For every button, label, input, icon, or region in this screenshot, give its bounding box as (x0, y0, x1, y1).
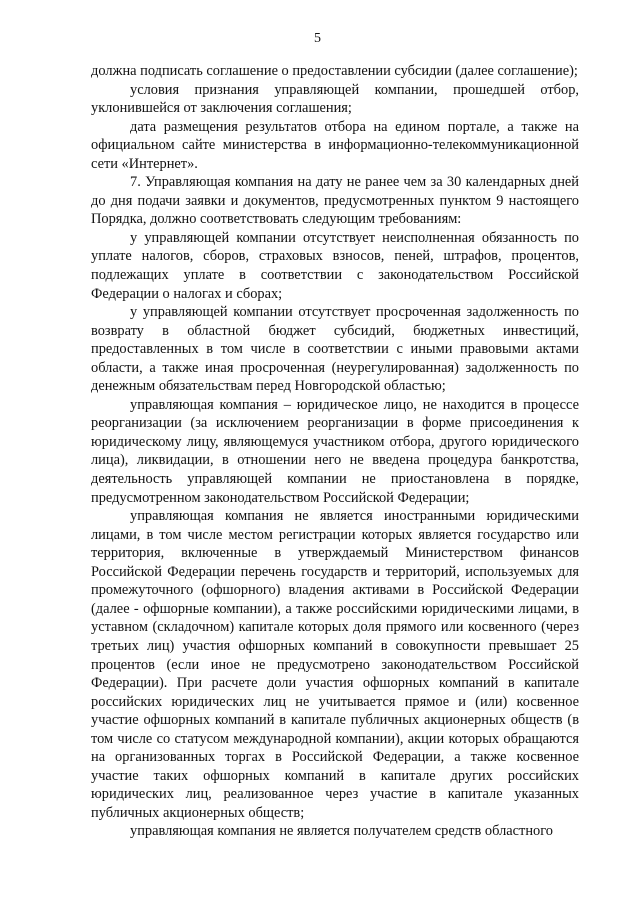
paragraph-results-publication: дата размещения результатов отбора на едином портале, а также на официальном сайте министерства в информационно-телекоммуникационной сети «Интернет». (91, 118, 579, 172)
paragraph-no-tax-debt: у управляющей компании отсутствует неисполненная обязанность по уплате налогов, сборов, страховых взносов, пеней, штрафов, процентов, подлежащих уплате в соответствии с законодательством Российской Федерации о налогах и сборах; (91, 229, 579, 302)
paragraph-not-offshore: управляющая компания не является иностранными юридическими лицами, в том числе местом регистрации которых является государство или территория, включенные в утверждаемый Министерством финансов Российской Федерации перечень государств и территорий, используемых для промежуточного (офшорного) владения активами в Российской Федерации (далее - офшорные компании), а также российскими юридическими лицами, в уставном (складочном) капитале которых доля прямого или косвенного (через третьих лиц) участия офшорных компаний в совокупности превышает 25 процентов (если иное не предусмотрено законодательством Российской Федерации). При расчете доли участия офшорных компаний в капитале российских юридических лиц не учитывается прямое и (или) косвенное участие офшорных компаний в капитале публичных акционерных обществ (в том числе со статусом международной компании), акции которых обращаются на организованных торгах в Российской Федерации, а также косвенное участие таких офшорных компаний в капитале других российских юридических лиц, реализованное через участие в капитале указанных публичных акционерных обществ; (91, 508, 579, 821)
paragraph-no-overdue-debt: у управляющей компании отсутствует просроченная задолженность по возврату в областной бюджет субсидий, бюджетных инвестиций, предоставленных в том числе в соответствии с иными правовыми актами области, а также иная просроченная (неурегулированная) задолженность по денежным обязательствам перед Новгородской областью; (91, 304, 579, 395)
paragraph-agreement-signing: должна подписать соглашение о предоставлении субсидии (далее соглашение); (91, 63, 578, 79)
paragraph-evasion-conditions: условия признания управляющей компании, прошедшей отбор, уклонившейся от заключения соглашения; (91, 81, 579, 117)
document-body (91, 62, 579, 841)
paragraph-not-reorganizing: управляющая компания – юридическое лицо, не находится в процессе реорганизации (за исключением реорганизации в форме присоединения к юридическому лицу, являющемуся участником отбора, другого юридического лица), ликвидации, в отношении него не введена процедура банкротства, деятельность управляющей компании не приостановлена в порядке, предусмотренном законодательством Российской Федерации; (91, 396, 579, 506)
paragraph-section-7-requirements: 7. Управляющая компания на дату не ранее чем за 30 календарных дней до дня подачи заявки и документов, предусмотренных пунктом 9 настоящего Порядка, должно соответствовать следующим требованиям: (91, 174, 579, 228)
paragraph-not-budget-recipient: управляющая компания не является получателем средств областного (130, 823, 553, 840)
page-number: 5 (314, 31, 321, 46)
